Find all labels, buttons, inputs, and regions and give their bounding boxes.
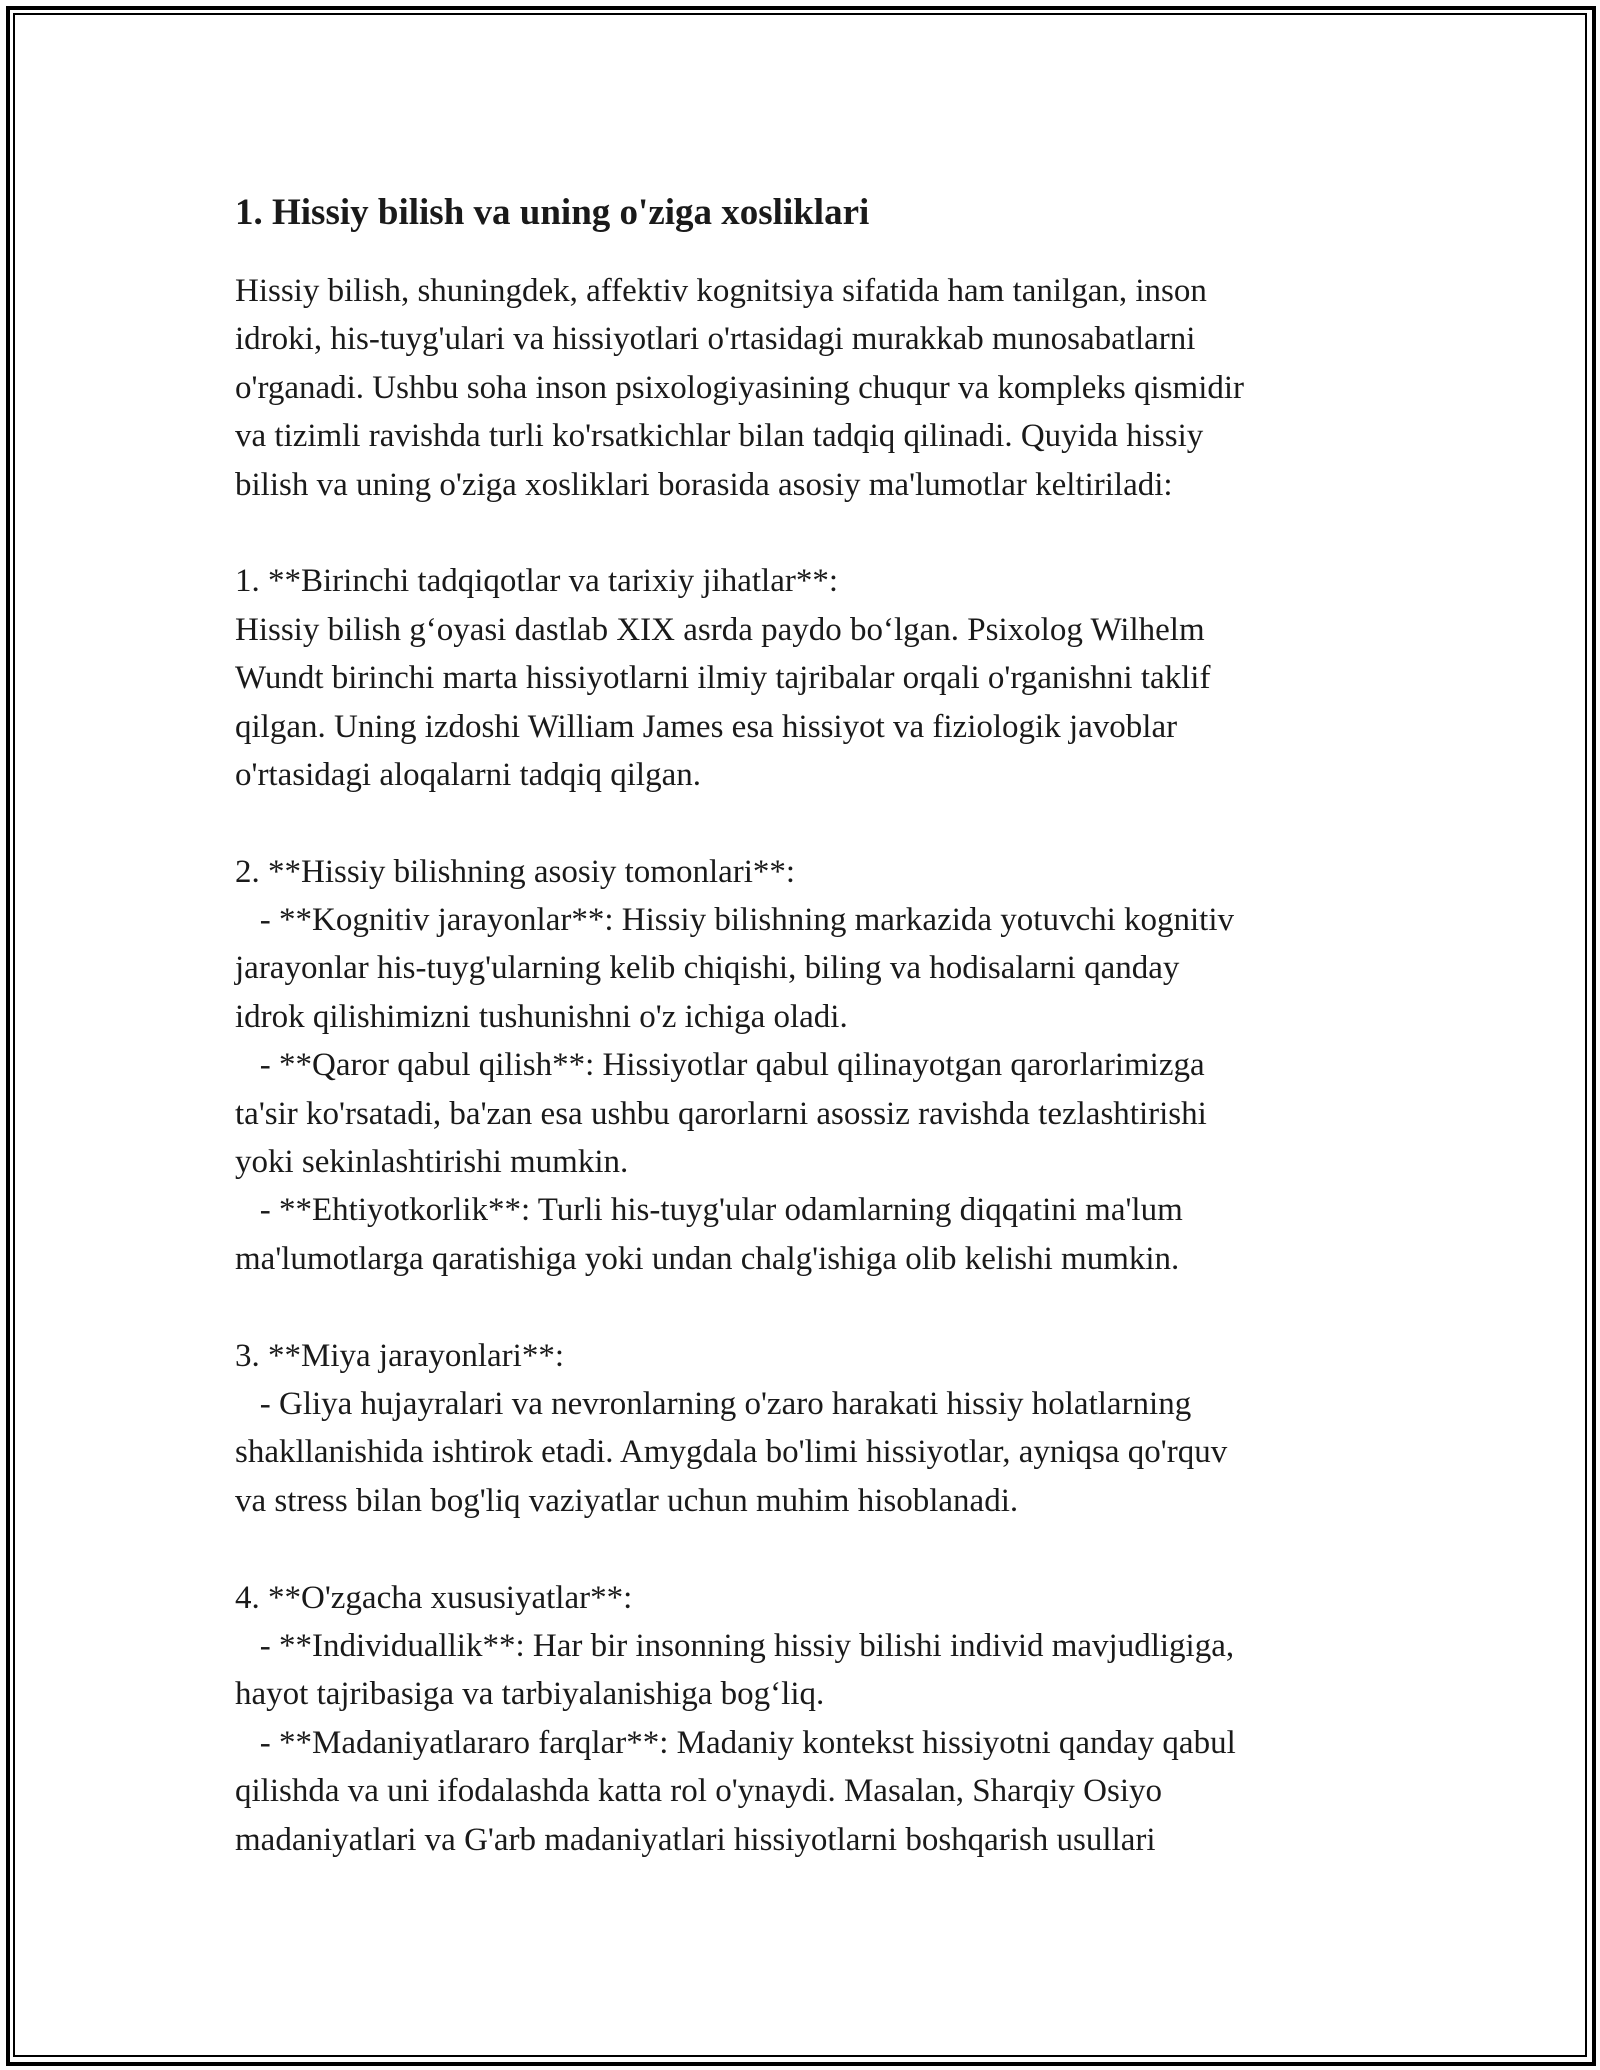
blank-line xyxy=(235,1283,1385,1331)
document-text xyxy=(235,267,1385,1864)
list-item-line: - **Madaniyatlararo farqlar**: Madaniy kontekst hissiyotni qanday qabul xyxy=(235,1724,1236,1761)
list-item-line: - **Ehtiyotkorlik**: Turli his-tuyg'ular odamlarning diqqatini ma'lum xyxy=(235,1192,1183,1229)
list-item-line: - **Kognitiv jarayonlar**: Hissiy bilishning markazida yotuvchi kognitiv xyxy=(235,902,1235,939)
list-item-line: - **Individuallik**: Har bir insonning hissiy bilishi individ mavjudligiga, xyxy=(235,1627,1235,1664)
text-line: Wundt birinchi marta hissiyotlarni ilmiy tajribalar orqali o'rganishni taklif xyxy=(235,660,1211,697)
text-line: qilishda va uni ifodalashda katta rol o'ynaydi. Masalan, Sharqiy Osiyo xyxy=(235,1773,1163,1810)
section-heading-4: 4. **O'zgacha xususiyatlar**: xyxy=(235,1579,633,1616)
text-line: jarayonlar his-tuyg'ularning kelib chiqishi, biling va hodisalarni qanday xyxy=(235,950,1180,987)
text-line: shakllanishida ishtirok etadi. Amygdala bo'limi hissiyotlar, ayniqsa qo'rquv xyxy=(235,1434,1228,1471)
text-line: yoki sekinlashtirishi mumkin. xyxy=(235,1144,629,1181)
blank-line xyxy=(235,1525,1385,1573)
text-line: ta'sir ko'rsatadi, ba'zan esa ushbu qarorlarni asossiz ravishda tezlashtirishi xyxy=(235,1095,1207,1132)
list-item-line: - **Qaror qabul qilish**: Hissiyotlar qabul qilinayotgan qarorlarimizga xyxy=(235,1047,1205,1084)
blank-line xyxy=(235,509,1385,557)
text-line: o'rganadi. Ushbu soha inson psixologiyasining chuqur va kompleks qismidir xyxy=(235,369,1245,406)
text-line: bilish va uning o'ziga xosliklari borasida asosiy ma'lumotlar keltiriladi: xyxy=(235,466,1173,503)
section-heading-1: 1. **Birinchi tadqiqotlar va tarixiy jihatlar**: xyxy=(235,563,839,600)
text-line: idrok qilishimizni tushunishni o'z ichiga oladi. xyxy=(235,998,848,1035)
text-line: Hissiy bilish, shuningdek, affektiv kognitsiya sifatida ham tanilgan, inson xyxy=(235,273,1207,309)
blank-line xyxy=(235,799,1385,847)
text-line: madaniyatlari va G'arb madaniyatlari hissiyotlarni boshqarish usullari xyxy=(235,1821,1156,1858)
text-line: ma'lumotlarga qaratishiga yoki undan chalg'ishiga olib kelishi mumkin. xyxy=(235,1240,1180,1277)
document-body xyxy=(235,183,1385,1864)
text-line: qilgan. Uning izdoshi William James esa hissiyot va fiziologik javoblar xyxy=(235,708,1178,745)
text-line: va stress bilan bog'liq vaziyatlar uchun muhim hisoblanadi. xyxy=(235,1482,1019,1519)
text-line: hayot tajribasiga va tarbiyalanishiga bog‘liq. xyxy=(235,1676,825,1713)
document-title: 1. Hissiy bilish va uning o'ziga xosliklari xyxy=(235,192,870,233)
section-heading-3: 3. **Miya jarayonlari**: xyxy=(235,1337,565,1374)
section-heading-2: 2. **Hissiy bilishning asosiy tomonlari**: xyxy=(235,853,796,890)
list-item-line: - Gliya hujayralari va nevronlarning o'zaro harakati hissiy holatlarning xyxy=(235,1385,1192,1422)
text-line: idroki, his-tuyg'ulari va hissiyotlari o'rtasidagi murakkab munosabatlarni xyxy=(235,321,1196,358)
text-line: o'rtasidagi aloqalarni tadqiq qilgan. xyxy=(235,756,701,793)
text-line: Hissiy bilish g‘oyasi dastlab XIX asrda paydo bo‘lgan. Psixolog Wilhelm xyxy=(235,611,1205,648)
text-line: va tizimli ravishda turli ko'rsatkichlar bilan tadqiq qilinadi. Quyida hissiy xyxy=(235,418,1204,455)
